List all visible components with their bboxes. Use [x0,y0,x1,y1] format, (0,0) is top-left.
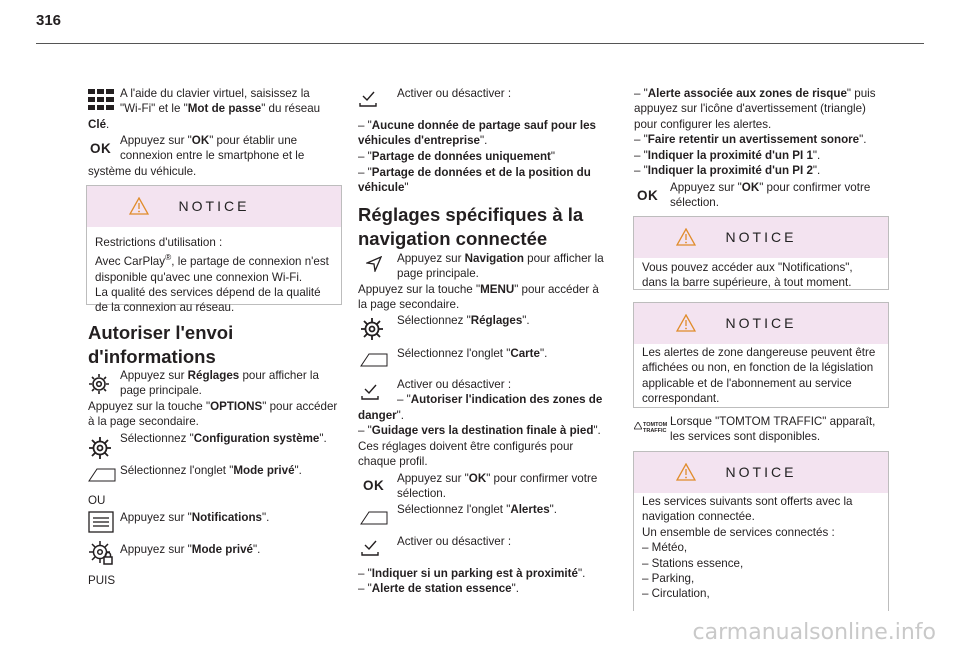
option-data-only: – "Partage de données uniquement" [358,150,556,163]
toggle-checkbox-icon-2 [360,384,380,400]
notice-body: Les alertes de zone dangereuse peuvent être affichées ou non, en fonction de la législation applicable et de l'abonnement au service correspondant. [642,346,876,406]
wifi-instruction-cont: Clé. [88,118,110,131]
settings-gear-icon [88,373,110,395]
select-settings-instruction: Sélectionnez "Réglages". [397,314,530,327]
configuration-gear-icon [88,436,112,460]
notice-header [634,303,888,344]
notice-title: NOTICE [725,315,797,331]
option-danger-zones: danger". – "Guidage vers la destination finale à pied". Ces réglages doivent être configurés pour chaque profil. [358,409,601,469]
navigation-instruction: Appuyez sur Navigation pour afficher la page principale. [397,252,604,281]
section-heading-navigation: Réglages spécifiques à la navigation connectée [358,204,584,249]
confirm-instruction-2: Appuyez sur "OK" pour confirmer votre sélection. [670,181,871,210]
notice-header [87,186,341,227]
tab-icon-2 [360,353,388,367]
tab-icon [88,468,116,482]
tab-icon-3 [360,511,388,525]
notice-title: NOTICE [178,198,250,214]
keyboard-icon [88,89,114,111]
settings-instruction: Appuyez sur Réglages pour afficher la page principale. [120,369,319,398]
confirm-instruction: Appuyez sur "OK" pour confirmer votre sélection. Sélectionnez l'onglet "Alertes". [397,472,598,516]
menu-instruction: Appuyez sur la touche "MENU" pour accéder à la page secondaire. [358,283,599,312]
ok-instruction-cont: système du véhicule. [88,165,197,178]
notice-header [634,452,888,493]
section-heading-autoriser: Autoriser l'envoi d'informations [88,322,234,367]
notice-box-carplay [86,185,342,315]
private-mode-gear-lock-icon [88,540,114,566]
notifications-instruction: Appuyez sur "Notifications". [120,511,270,524]
notice-title: NOTICE [725,464,797,480]
notice-box-danger-zones [633,302,889,408]
config-instruction: Sélectionnez "Configuration système". [120,432,327,445]
wifi-instruction: A l'aide du clavier virtuel, saisissez la "Wi-Fi" et le "Mot de passe" du réseau [120,87,321,116]
settings-gear-icon-2 [360,317,384,341]
ok-instruction: Appuyez sur "OK" pour établir une connexion entre le smartphone et le [120,134,305,163]
notice-body: Restrictions d'utilisation : Avec CarPlay®, le partage de connexion n'est disponible qu'avec une connexion Wi-Fi. La qualité des services dépend de la qualité de la connexion au réseau. [95,236,329,315]
then-separator: PUIS [88,574,116,587]
page-number: 316 [36,12,62,29]
tomtom-traffic-icon: TOMTOM TRAFFIC [634,421,666,437]
option-data-position: – "Partage de données et de la position du véhicule" [358,166,591,195]
notice-body: Les services suivants sont offerts avec la navigation connectée. Un ensemble de services connectés : – Météo, – Stations essence, – Parking, – Circulation, [642,495,853,601]
notice-header [634,217,888,258]
ok-icon-3: OK [637,188,659,203]
options-instruction: Appuyez sur la touche "OPTIONS" pour accéder à la page secondaire. [88,400,338,429]
alert-options: – "Alerte associée aux zones de risque" puis appuyez sur l'icône d'avertissement (triangle) pour configurer les alertes. – "Faire retentir un avertissement sonore". – "Indiquer la proximité d'un PI 1". – "Indiquer la proximité d'un PI 2". [634,87,876,178]
or-separator: OU [88,494,106,507]
map-tab-instruction: Sélectionnez l'onglet "Carte". [397,347,548,360]
private-mode-instruction: Appuyez sur "Mode privé". [120,543,261,556]
tomtom-instruction: Lorsque "TOMTOM TRAFFIC" apparaît, les services sont disponibles. [670,415,876,444]
activate-label: Activer ou désactiver : [397,87,512,100]
toggle-checkbox-icon-3 [360,540,380,556]
private-tab-instruction: Sélectionnez l'onglet "Mode privé". [120,464,302,477]
notice-box-services [633,451,889,611]
option-no-sharing: – "Aucune donnée de partage sauf pour les véhicules d'entreprise". [358,119,596,148]
option-parking: – "Indiquer si un parking est à proximité". – "Alerte de station essence". [358,567,586,596]
activate-label-3: Activer ou désactiver : [397,535,512,548]
notifications-icon [88,511,114,533]
top-rule [36,43,924,44]
notice-title: NOTICE [725,229,797,245]
ok-icon-2: OK [363,478,385,493]
ok-icon: OK [90,141,112,156]
notice-box-notifications [633,216,889,290]
watermark-footer: carmanualsonline.info [692,620,936,645]
toggle-checkbox-icon [358,91,378,107]
activate-label-2: Activer ou désactiver : – "Autoriser l'indication des zones de [397,378,603,407]
navigation-arrow-icon [366,256,382,272]
notice-body: Vous pouvez accéder aux "Notifications", dans la barre supérieure, à tout moment. [642,261,853,290]
